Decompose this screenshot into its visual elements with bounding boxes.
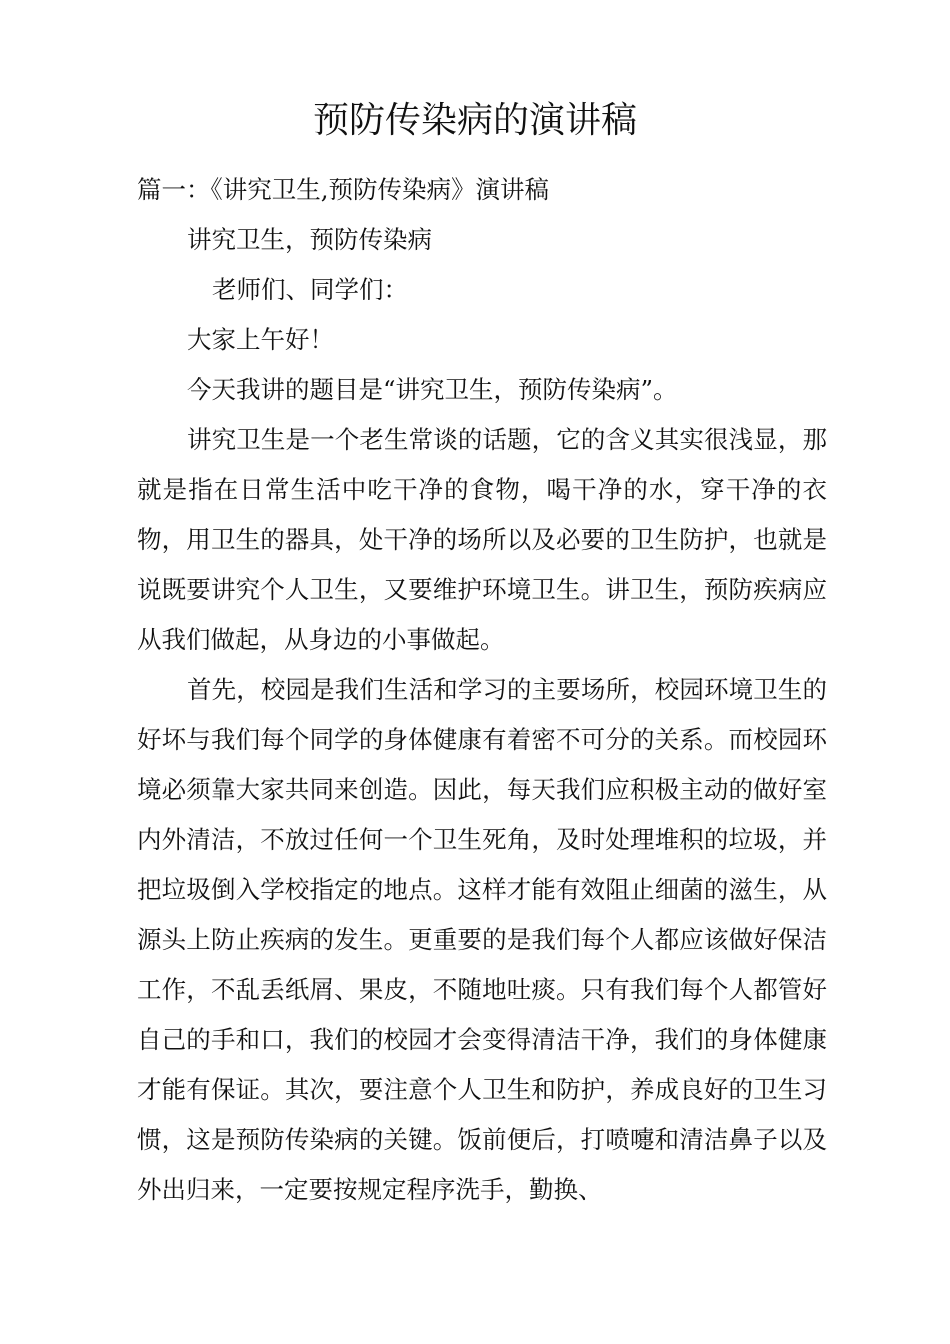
speech-topic: 今天我讲的题目是“讲究卫生，预防传染病”。 <box>187 375 678 404</box>
body-paragraph-2: 首先，校园是我们生活和学习的主要场所，校园环境卫生的好坏与我们每个同学的身体健康有着密不可分的关系。而校园环境必须靠大家共同来创造。因此，每天我们应积极主动的做好室内外清洁，不放过任何一个卫生死角，及时处理堆积的垃圾，并把垃圾倒入学校指定的地点。这样才能有效阻止细菌的滋生，从源头上防止疾病的发生。更重要的是我们每个人都应该做好保洁工作，不乱丢纸屑、果皮，不随地吐痰。只有我们每个人都管好自己的手和口，我们的校园才会变得清洁干净，我们的身体健康才能有保证。其次，要注意个人卫生和防护，养成良好的卫生习惯，这是预防传染病的关键。饭前便后，打喷嚏和清洁鼻子以及外出归来，一定要按规定程序洗手，勤换、 <box>137 675 827 1204</box>
document-title: 预防传染病的演讲稿 <box>312 100 637 141</box>
speech-greeting: 老师们、同学们： <box>212 275 408 304</box>
section-heading: 篇一：《讲究卫生,预防传染病》演讲稿 <box>137 175 550 204</box>
body-paragraph-1: 讲究卫生是一个老生常谈的话题，它的含义其实很浅显，那就是指在日常生活中吃干净的食物，喝干净的水，穿干净的衣物，用卫生的器具，处干净的场所以及必要的卫生防护，也就是说既要讲究个人卫生，又要维护环境卫生。讲卫生，预防疾病应从我们做起，从身边的小事做起。 <box>137 425 827 654</box>
speech-hello: 大家上午好！ <box>187 325 334 354</box>
speech-subtitle: 讲究卫生，预防传染病 <box>187 225 432 254</box>
